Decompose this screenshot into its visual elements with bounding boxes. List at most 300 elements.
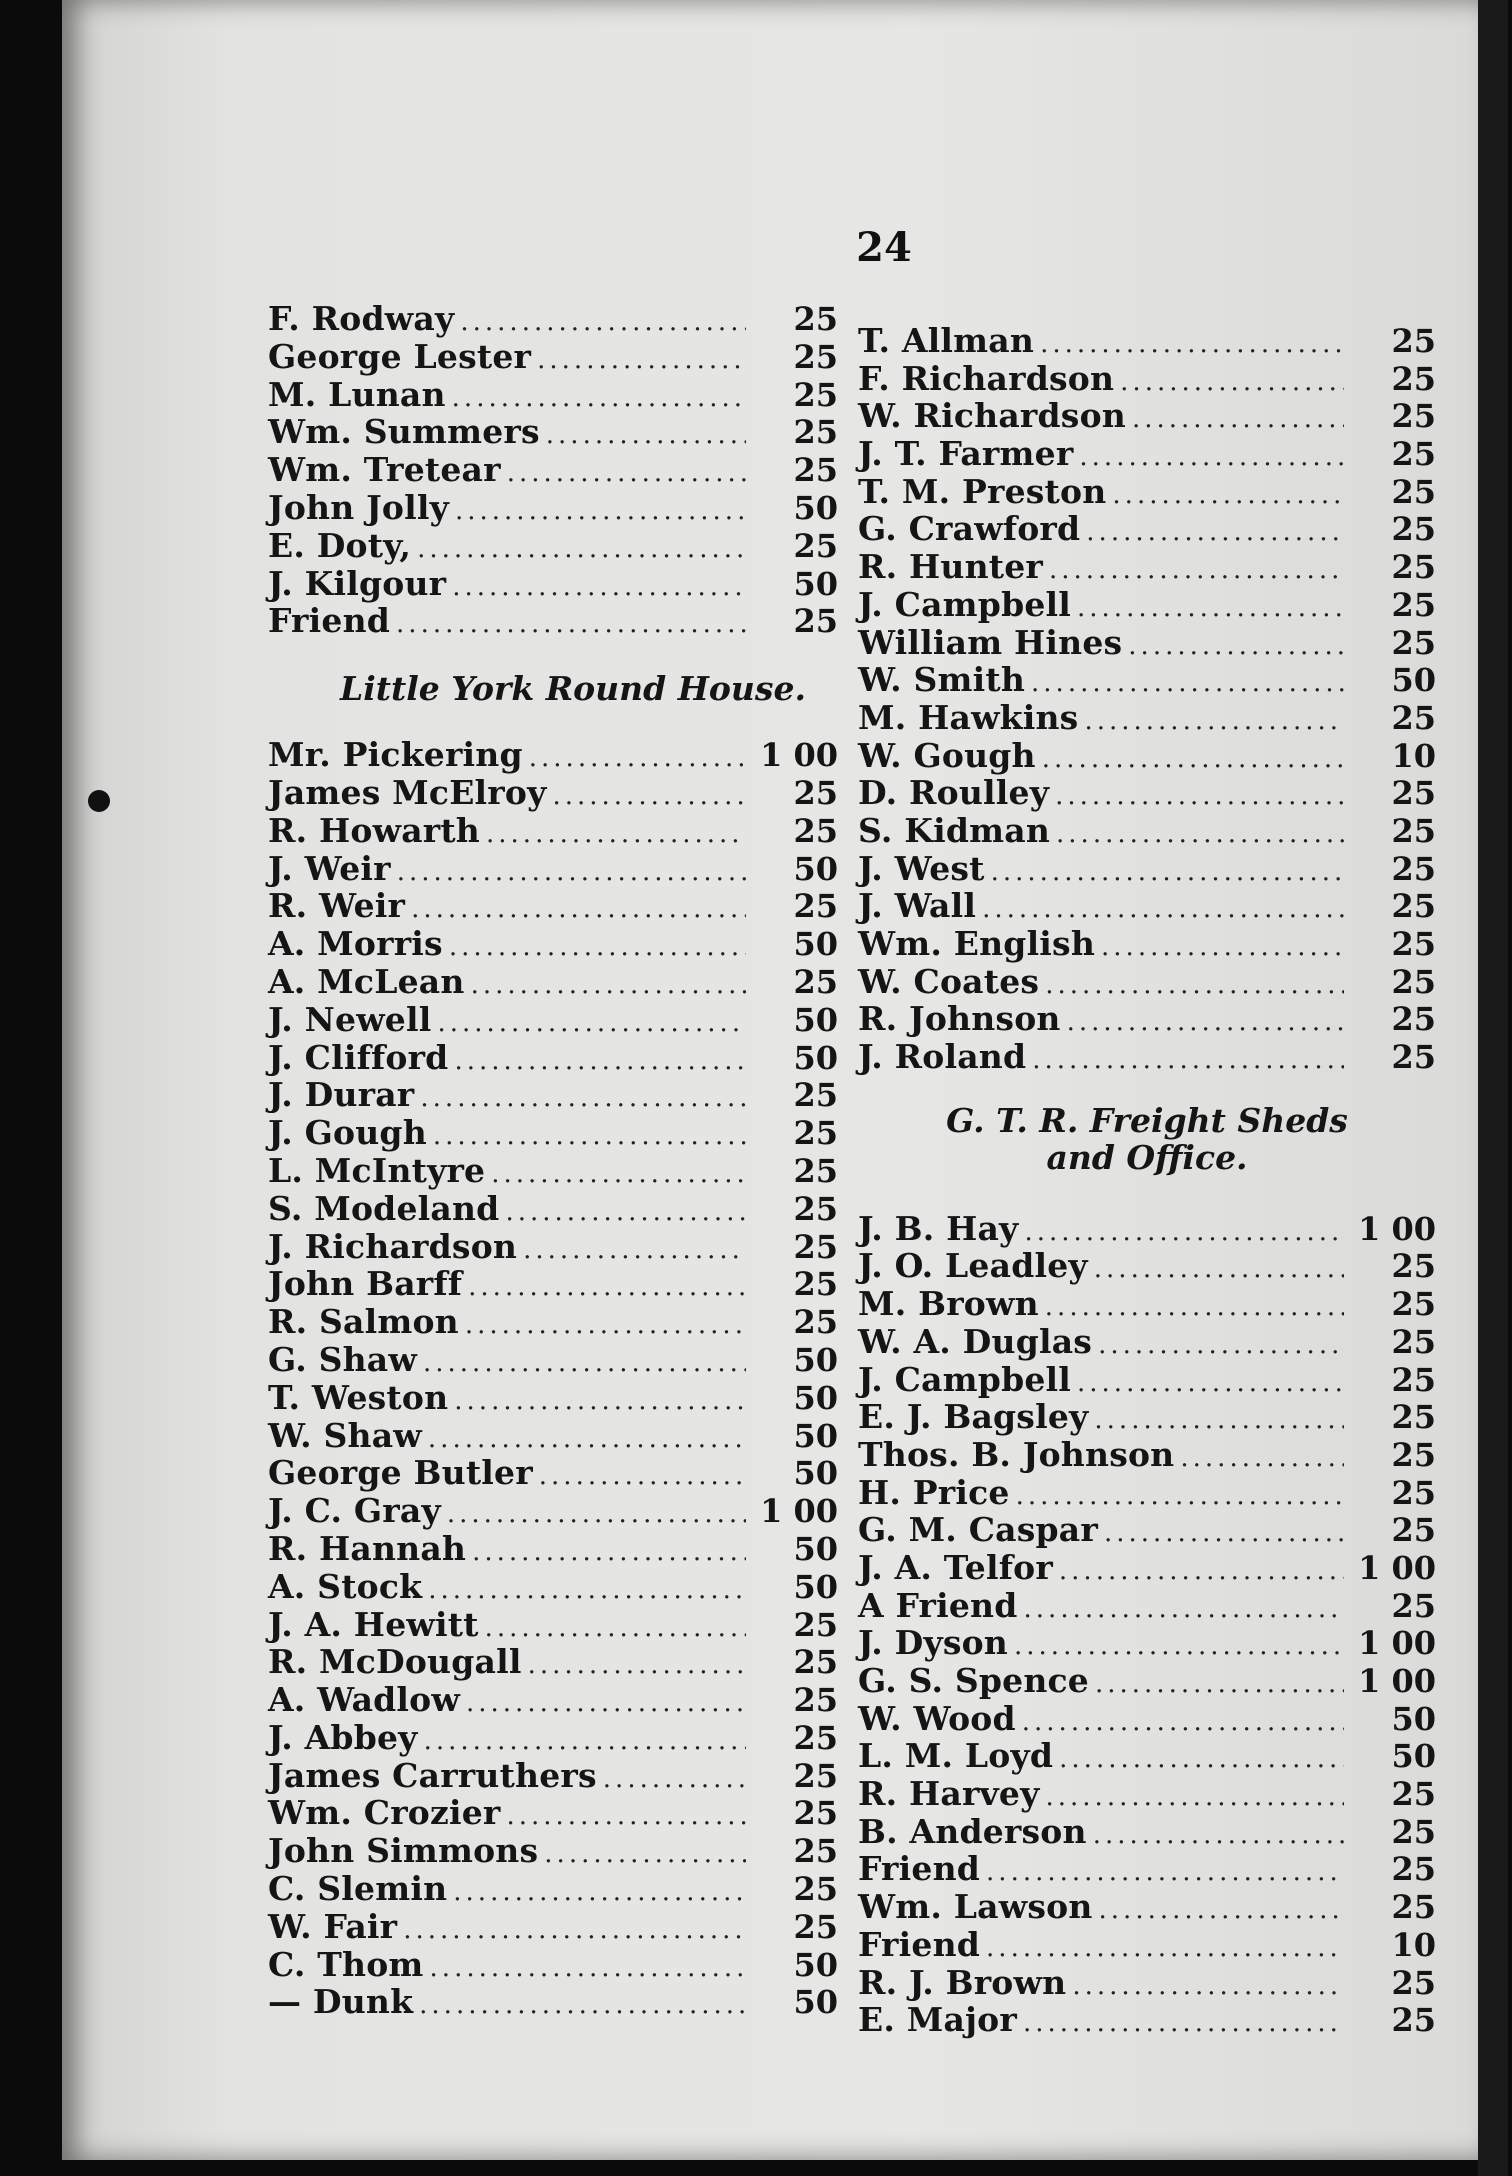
entry-amount: 25: [793, 1643, 838, 1682]
entry-amount: 25: [793, 1794, 838, 1833]
entry-name: J. Weir: [268, 848, 391, 888]
list-item: [268, 1983, 838, 2021]
entry-amount: 50: [793, 1000, 838, 1039]
entry-amount: 25: [1391, 2001, 1436, 2040]
entry-amount: 1 00: [1358, 1209, 1436, 1248]
dot-leader: [466, 1685, 746, 1723]
entry-name: F. Richardson: [858, 358, 1115, 398]
entry-name: John Jolly: [268, 487, 449, 527]
entry-amount: 50: [793, 1529, 838, 1568]
entry-name: D. Roulley: [858, 773, 1050, 813]
entry-name: T. Allman: [858, 321, 1035, 360]
entry-name: William Hines: [858, 622, 1123, 662]
dot-leader: [1077, 1365, 1344, 1403]
dot-leader: [397, 854, 746, 892]
entry-name: M. Brown: [858, 1284, 1039, 1324]
entry-amount: 25: [793, 1151, 838, 1190]
list-item: [858, 510, 1436, 548]
entry-name: F. Rodway: [268, 299, 455, 338]
list-item: [858, 737, 1436, 775]
entry-amount: 25: [1391, 811, 1436, 850]
list-item: [858, 1624, 1436, 1662]
entry-amount: 25: [793, 1605, 838, 1644]
list-item: [858, 812, 1436, 850]
list-item: [268, 736, 838, 774]
entry-name: J. C. Gray: [268, 1491, 441, 1531]
entry-amount: 25: [793, 451, 838, 490]
entry-name: R. McDougall: [268, 1642, 522, 1682]
entry-name: Friend: [858, 1924, 981, 1964]
entry-name: J. A. Hewitt: [268, 1604, 479, 1644]
entry-amount: 25: [1391, 623, 1436, 662]
entry-name: J. Richardson: [268, 1226, 518, 1266]
entry-amount: 25: [793, 1718, 838, 1757]
list-item: [268, 1265, 838, 1303]
entry-name: Wm. Tretear: [268, 450, 501, 490]
dot-leader: [986, 1930, 1344, 1968]
entry-amount: 25: [793, 1076, 838, 1115]
entry-name: J. Gough: [268, 1113, 427, 1153]
entry-name: Friend: [268, 601, 391, 641]
list-item: [268, 489, 838, 527]
list-item: [268, 376, 838, 414]
list-item: [268, 1643, 838, 1681]
list-item: [858, 925, 1436, 963]
entry-amount: 25: [1391, 1247, 1436, 1286]
dot-leader: [430, 1950, 746, 1988]
dot-leader: [1101, 929, 1344, 967]
entry-amount: 25: [1391, 1812, 1436, 1851]
dot-leader: [1049, 552, 1344, 590]
entry-amount: 50: [793, 1378, 838, 1417]
entry-amount: 25: [1391, 1586, 1436, 1625]
left-entries-section: [268, 736, 838, 2021]
list-item: [858, 1587, 1436, 1625]
entry-amount: 25: [793, 1756, 838, 1795]
entry-amount: 1 00: [1358, 1548, 1436, 1587]
entry-amount: 25: [1391, 849, 1436, 888]
entry-amount: 25: [793, 962, 838, 1001]
dot-leader: [449, 929, 746, 967]
entry-amount: 1 00: [760, 1492, 838, 1531]
entry-name: E. Major: [858, 2000, 1017, 2040]
entry-name: B. Anderson: [858, 1811, 1087, 1851]
entry-amount: 25: [1391, 510, 1436, 549]
entry-amount: 50: [1391, 1699, 1436, 1738]
list-item: [858, 1813, 1436, 1851]
entry-amount: 25: [793, 526, 838, 565]
entry-name: — Dunk: [268, 1982, 414, 2022]
list-item: [858, 1474, 1436, 1512]
entry-name: Wm. Lawson: [858, 1887, 1093, 1927]
list-item: [858, 1436, 1436, 1474]
entry-name: George Butler: [268, 1453, 533, 1493]
entry-amount: 25: [1391, 925, 1436, 963]
entry-amount: 10: [1391, 736, 1436, 775]
entry-amount: 25: [793, 602, 838, 641]
entry-name: W. Wood: [858, 1698, 1016, 1738]
list-item: [858, 1247, 1436, 1285]
entry-name: A. Morris: [268, 924, 443, 964]
dot-leader: [539, 1458, 746, 1496]
list-item: [858, 1775, 1436, 1813]
entry-amount: 50: [1391, 1737, 1436, 1776]
entry-name: L. McIntyre: [268, 1150, 486, 1190]
entry-amount: 25: [1391, 435, 1436, 474]
entry-name: W. Shaw: [268, 1415, 422, 1455]
list-item: [858, 699, 1436, 737]
dot-leader: [1077, 590, 1344, 628]
dot-leader: [485, 1610, 746, 1648]
entry-amount: 25: [1391, 1398, 1436, 1437]
dot-leader: [453, 1874, 746, 1912]
entry-amount: 25: [793, 1303, 838, 1342]
page-number: 24: [856, 224, 912, 271]
heading-line-1: G. T. R. Freight Sheds: [946, 1100, 1348, 1140]
list-item: [858, 1964, 1436, 2002]
list-item: [268, 963, 838, 1001]
entry-name: T. M. Preston: [858, 471, 1107, 511]
entry-name: John Barff: [268, 1264, 463, 1304]
list-item: [268, 1228, 838, 1266]
dot-leader: [472, 1534, 746, 1572]
entry-name: G. M. Caspar: [858, 1510, 1098, 1550]
list-item: [268, 1832, 838, 1870]
entry-amount: 25: [1391, 472, 1436, 511]
entry-amount: 25: [1391, 548, 1436, 587]
dot-leader: [447, 1496, 746, 1534]
entry-name: S. Modeland: [268, 1188, 500, 1228]
list-item: [858, 586, 1436, 624]
list-item: [268, 1001, 838, 1039]
dot-leader: [1132, 401, 1344, 439]
entry-name: E. Doty,: [268, 525, 412, 565]
dot-leader: [1023, 2005, 1344, 2043]
dot-leader: [537, 342, 746, 380]
entry-amount: 25: [793, 1114, 838, 1153]
list-item: [268, 1152, 838, 1190]
entry-name: J. Durar: [268, 1075, 415, 1115]
dot-leader: [471, 967, 746, 1005]
entry-amount: 50: [793, 1340, 838, 1379]
entry-name: G. Shaw: [268, 1339, 417, 1379]
entry-amount: 50: [793, 1454, 838, 1493]
dot-leader: [529, 740, 746, 778]
entry-name: G. Crawford: [858, 509, 1081, 549]
entry-name: J. B. Hay: [858, 1208, 1019, 1248]
dot-leader: [1112, 477, 1344, 515]
dot-leader: [419, 1987, 746, 2025]
entry-name: R. Salmon: [268, 1302, 459, 1342]
list-item: [268, 887, 838, 925]
dot-leader: [1067, 1004, 1344, 1042]
entry-amount: 25: [1391, 585, 1436, 624]
left-entries-top: [268, 300, 838, 640]
list-item: [268, 1606, 838, 1644]
list-item: [858, 435, 1436, 473]
entry-name: J. Kilgour: [268, 563, 447, 603]
entry-name: Wm. Summers: [268, 412, 540, 452]
entry-amount: 25: [793, 300, 838, 338]
entry-amount: 25: [1391, 1038, 1436, 1077]
list-item: [268, 1417, 838, 1455]
list-item: [268, 451, 838, 489]
list-item: [858, 548, 1436, 586]
entry-name: S. Kidman: [858, 810, 1051, 850]
entry-name: L. M. Loyd: [858, 1736, 1054, 1776]
list-item: [268, 1946, 838, 1984]
entry-name: R. Weir: [268, 886, 406, 926]
entry-name: W. Coates: [858, 961, 1040, 1001]
entry-amount: 25: [1391, 698, 1436, 737]
entry-amount: 25: [1391, 1850, 1436, 1889]
entry-amount: 25: [1391, 774, 1436, 813]
entry-name: W. Smith: [858, 660, 1026, 700]
entry-amount: 1 00: [760, 736, 838, 775]
dot-leader: [1094, 1251, 1344, 1289]
list-item: [268, 1794, 838, 1832]
entry-name: Mr. Pickering: [268, 735, 523, 775]
entry-name: W. Richardson: [858, 396, 1126, 436]
list-item: [858, 887, 1436, 925]
list-item: [268, 1114, 838, 1152]
list-item: [858, 1700, 1436, 1738]
entry-name: A. Wadlow: [268, 1680, 460, 1720]
list-item: [268, 774, 838, 812]
right-entries-section: [858, 1210, 1436, 2039]
list-item: [268, 850, 838, 888]
entry-name: J. Wall: [858, 886, 977, 926]
list-item: [858, 1000, 1436, 1038]
list-item: [268, 602, 838, 640]
entry-name: H. Price: [858, 1472, 1010, 1512]
entry-amount: 50: [793, 1416, 838, 1455]
entry-name: J. Roland: [858, 1037, 1027, 1077]
dot-leader: [486, 816, 746, 854]
list-item: [268, 1190, 838, 1228]
dot-leader: [1084, 703, 1344, 741]
dot-leader: [428, 1572, 746, 1610]
entry-name: James Carruthers: [268, 1755, 597, 1795]
entry-amount: 50: [793, 1567, 838, 1606]
page-edge: [1478, 0, 1508, 2176]
entry-amount: 25: [1391, 359, 1436, 398]
list-item: [268, 1530, 838, 1568]
dot-leader: [506, 1798, 746, 1836]
entry-name: J. Clifford: [268, 1037, 449, 1077]
dot-leader: [546, 417, 746, 455]
entry-amount: 25: [793, 887, 838, 926]
entry-amount: 25: [1391, 1360, 1436, 1399]
list-item: [268, 565, 838, 603]
list-item: [858, 1926, 1436, 1964]
list-item: [858, 1323, 1436, 1361]
list-item: [268, 527, 838, 565]
dot-leader: [1093, 1817, 1344, 1855]
entry-name: J. T. Farmer: [858, 434, 1074, 474]
dot-leader: [1120, 364, 1344, 402]
entry-amount: 25: [793, 375, 838, 414]
dot-leader: [491, 1156, 746, 1194]
entry-amount: 25: [793, 413, 838, 452]
list-item: [268, 1039, 838, 1077]
entry-amount: 25: [1391, 397, 1436, 436]
list-item: [268, 1568, 838, 1606]
entry-name: George Lester: [268, 336, 532, 376]
list-item: [858, 1888, 1436, 1926]
dot-leader: [1072, 1968, 1344, 2006]
list-item: [858, 1361, 1436, 1399]
list-item: [268, 338, 838, 376]
entry-amount: 25: [793, 1907, 838, 1946]
section-heading-freight-sheds: [858, 1102, 1436, 1176]
entry-amount: 25: [1391, 1775, 1436, 1814]
dot-leader: [523, 1232, 746, 1270]
entry-amount: 50: [793, 1945, 838, 1984]
dot-leader: [1180, 1440, 1344, 1478]
list-item: [858, 473, 1436, 511]
list-item: [858, 850, 1436, 888]
entry-amount: 25: [1391, 1435, 1436, 1474]
dot-leader: [454, 1043, 746, 1081]
list-item: [858, 322, 1436, 360]
entry-amount: 1 00: [1358, 1624, 1436, 1663]
dot-leader: [552, 778, 746, 816]
entry-amount: 50: [793, 488, 838, 527]
entry-name: R. Hannah: [268, 1528, 467, 1568]
entry-name: J. O. Leadley: [858, 1246, 1088, 1286]
list-item: [858, 1398, 1436, 1436]
dot-leader: [528, 1647, 746, 1685]
list-item: [268, 812, 838, 850]
dot-leader: [1099, 1892, 1344, 1930]
dot-leader: [991, 854, 1344, 892]
list-item: [268, 1492, 838, 1530]
entry-amount: 25: [1391, 887, 1436, 926]
entry-name: Wm. English: [858, 924, 1096, 963]
dot-leader: [507, 455, 746, 493]
entry-amount: 25: [793, 1870, 838, 1909]
entry-amount: 25: [793, 1832, 838, 1871]
list-item: [268, 1076, 838, 1114]
list-item: [858, 624, 1436, 662]
entry-name: Thos. B. Johnson: [858, 1434, 1175, 1474]
entry-name: G. S. Spence: [858, 1661, 1089, 1700]
dot-leader: [454, 1383, 746, 1421]
dot-leader: [417, 531, 746, 569]
dot-leader: [505, 1194, 746, 1232]
entry-amount: 25: [1391, 1322, 1436, 1361]
list-item: [858, 1662, 1436, 1700]
left-column: [268, 300, 838, 2021]
list-item: [858, 1038, 1436, 1076]
entry-amount: 25: [1391, 962, 1436, 1001]
dot-leader: [403, 1912, 746, 1950]
entry-amount: 25: [1391, 1000, 1436, 1039]
entry-amount: 25: [1391, 1285, 1436, 1324]
entry-name: John Simmons: [268, 1831, 539, 1871]
dot-leader: [1056, 816, 1344, 854]
entry-amount: 50: [793, 925, 838, 964]
list-item: [858, 360, 1436, 398]
list-item: [858, 1285, 1436, 1323]
right-column: [858, 322, 1436, 2039]
list-item: [858, 774, 1436, 812]
entry-amount: 50: [1391, 661, 1436, 700]
entry-name: Friend: [858, 1849, 981, 1889]
entry-name: J. Campbell: [858, 584, 1072, 624]
list-item: [268, 925, 838, 963]
entry-name: A Friend: [858, 1585, 1018, 1625]
entry-name: W. Gough: [858, 735, 1036, 775]
dot-leader: [1032, 1042, 1344, 1080]
dot-leader: [420, 1080, 746, 1118]
entry-name: J. Campbell: [858, 1359, 1072, 1399]
dot-leader: [603, 1761, 746, 1799]
entry-name: M. Hawkins: [858, 697, 1079, 737]
list-item: [268, 1681, 838, 1719]
dot-leader: [396, 606, 746, 644]
entry-amount: 25: [1391, 1888, 1436, 1927]
dot-leader: [452, 569, 746, 607]
dot-leader: [1024, 1591, 1344, 1629]
list-item: [858, 1850, 1436, 1888]
entry-name: J. A. Telfor: [858, 1547, 1053, 1587]
dot-leader: [1059, 1553, 1344, 1591]
dot-leader: [1059, 1741, 1344, 1779]
dot-leader: [1095, 1666, 1344, 1704]
entry-amount: 25: [793, 1189, 838, 1228]
list-item: [268, 1870, 838, 1908]
entry-name: W. Fair: [268, 1906, 398, 1946]
entry-amount: 10: [1391, 1925, 1436, 1964]
entry-amount: 25: [1391, 322, 1436, 360]
list-item: [858, 2001, 1436, 2039]
list-item: [268, 1908, 838, 1946]
entry-amount: 25: [793, 811, 838, 850]
dot-leader: [1042, 741, 1344, 779]
entry-amount: 25: [1391, 1473, 1436, 1512]
dot-leader: [465, 1307, 746, 1345]
dot-leader: [1079, 439, 1344, 477]
entry-name: R. J. Brown: [858, 1962, 1067, 2002]
dot-leader: [468, 1269, 746, 1307]
heading-line-2: and Office.: [1046, 1137, 1248, 1177]
right-entries-top: [858, 322, 1436, 1076]
entry-name: R. Harvey: [858, 1774, 1040, 1814]
entry-name: James McElroy: [268, 772, 547, 812]
dot-leader: [437, 1005, 746, 1043]
entry-name: J. Newell: [268, 999, 432, 1039]
entry-amount: 25: [793, 773, 838, 812]
entry-amount: 50: [793, 1983, 838, 2022]
dot-leader: [1045, 967, 1344, 1005]
list-item: [268, 1454, 838, 1492]
entry-amount: 1 00: [1358, 1662, 1436, 1700]
dot-leader: [1055, 778, 1344, 816]
list-item: [268, 1303, 838, 1341]
entry-name: E. J. Bagsley: [858, 1397, 1089, 1437]
entry-name: R. Hunter: [858, 547, 1043, 587]
dot-leader: [1046, 1779, 1345, 1817]
list-item: [858, 1737, 1436, 1775]
entry-name: A. Stock: [268, 1566, 423, 1606]
list-item: [268, 1719, 838, 1757]
dot-leader: [1128, 628, 1344, 666]
entry-name: R. Howarth: [268, 810, 481, 850]
dot-leader: [1104, 1515, 1344, 1553]
entry-amount: 25: [793, 1681, 838, 1720]
